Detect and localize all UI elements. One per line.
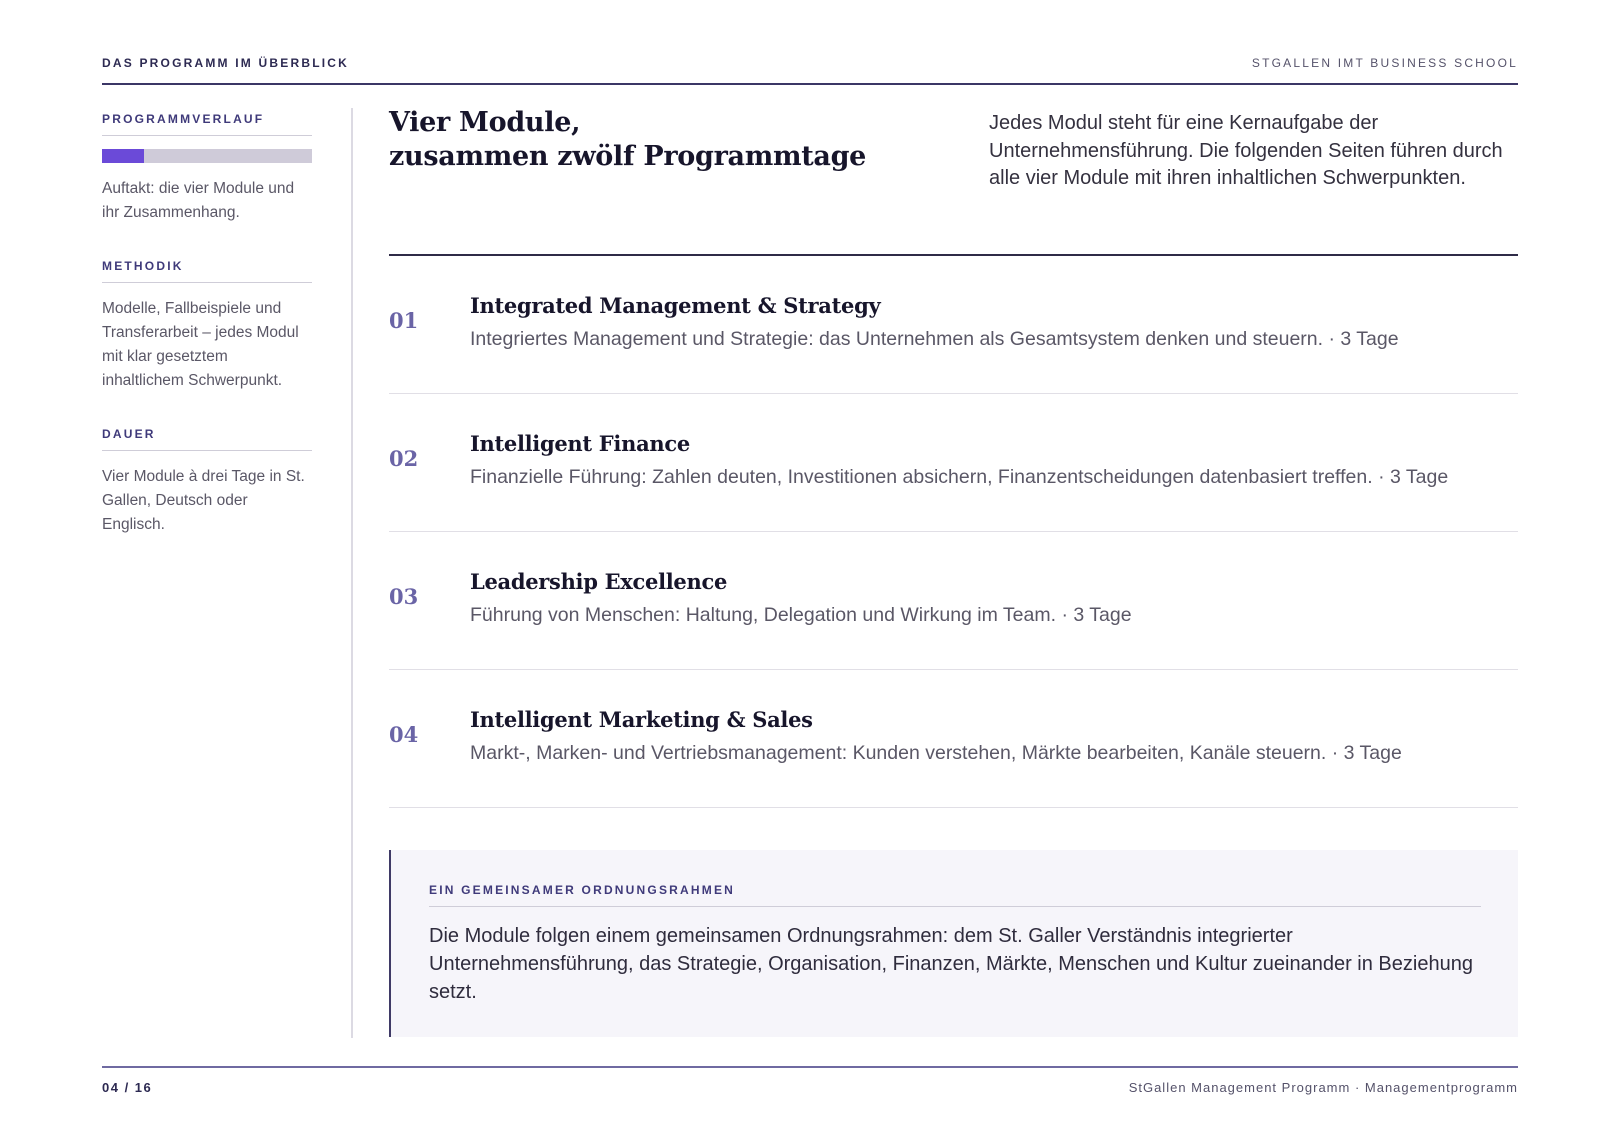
dauer-label: DAUER — [102, 427, 312, 451]
module-description: Führung von Menschen: Haltung, Delegation und Wirkung im Team. · 3 Tage — [470, 604, 1132, 626]
page-title — [389, 106, 929, 174]
page-number: 04 / 16 — [102, 1080, 153, 1095]
footer-divider — [102, 1066, 1518, 1068]
header-divider — [102, 83, 1518, 85]
institution-name: STGALLEN IMT BUSINESS SCHOOL — [1251, 56, 1518, 70]
module-number: 02 — [389, 446, 419, 471]
sidebar-block-methodik — [102, 259, 312, 393]
page-title-line-1: Vier Module, — [389, 107, 581, 138]
callout-text: Die Module folgen einem gemeinsamen Ordnungsrahmen: dem St. Galler Verständnis integrierter Unternehmensführung, das Strategie, Organisation, Finanzen, Märkte, Menschen und Kultur zueinander in Beziehung setzt. — [429, 925, 1473, 1003]
module-title: Intelligent Marketing & Sales — [470, 707, 813, 732]
progress-label: PROGRAMMVERLAUF — [102, 112, 312, 136]
module-description: Integriertes Management und Strategie: das Unternehmen als Gesamtsystem denken und steuern. · 3 Tage — [470, 328, 1399, 350]
intro-paragraph: Jedes Modul steht für eine Kernaufgabe der Unternehmensführung. Die folgenden Seiten führen durch alle vier Module mit ihren inhaltlichen Schwerpunkten. — [989, 112, 1503, 189]
page-footer — [102, 1080, 1518, 1095]
page-header — [102, 56, 1518, 70]
module-list — [389, 256, 1518, 808]
methodik-text: Modelle, Fallbeispiele und Transferarbeit – jedes Modul mit klar gesetztem inhaltlichem Schwerpunkt. — [102, 300, 299, 389]
module-item — [389, 394, 1518, 532]
module-number: 03 — [389, 584, 419, 609]
page-title-line-2: zusammen zwölf Programmtage — [389, 141, 867, 172]
module-title: Integrated Management & Strategy — [470, 293, 881, 318]
dauer-text: Vier Module à drei Tage in St. Gallen, Deutsch oder Englisch. — [102, 468, 305, 533]
callout-box — [389, 850, 1518, 1037]
module-item — [389, 670, 1518, 808]
module-description: Markt-, Marken- und Vertriebsmanagement: Kunden verstehen, Märkte bearbeiten, Kanäle steuern. · 3 Tage — [470, 742, 1402, 764]
sidebar-block-dauer — [102, 427, 312, 537]
module-description: Finanzielle Führung: Zahlen deuten, Investitionen absichern, Finanzentscheidungen datenbasiert treffen. · 3 Tage — [470, 466, 1449, 488]
callout-label: EIN GEMEINSAMER ORDNUNGSRAHMEN — [429, 883, 1481, 907]
module-number: 01 — [389, 308, 419, 333]
section-title: DAS PROGRAMM IM ÜBERBLICK — [102, 56, 349, 70]
module-item — [389, 532, 1518, 670]
footer-title: StGallen Management Programm · Managementprogramm — [1128, 1080, 1518, 1095]
progress-text: Auftakt: die vier Module und ihr Zusammenhang. — [102, 180, 295, 221]
module-title: Intelligent Finance — [470, 431, 690, 456]
sidebar-divider — [351, 108, 353, 1038]
module-title: Leadership Excellence — [470, 569, 728, 594]
progress-bar — [102, 149, 312, 163]
sidebar-block-progress — [102, 112, 312, 225]
methodik-label: METHODIK — [102, 259, 312, 283]
progress-bar-fill — [102, 149, 144, 163]
sidebar — [102, 112, 312, 537]
module-item — [389, 256, 1518, 394]
module-number: 04 — [389, 722, 419, 747]
